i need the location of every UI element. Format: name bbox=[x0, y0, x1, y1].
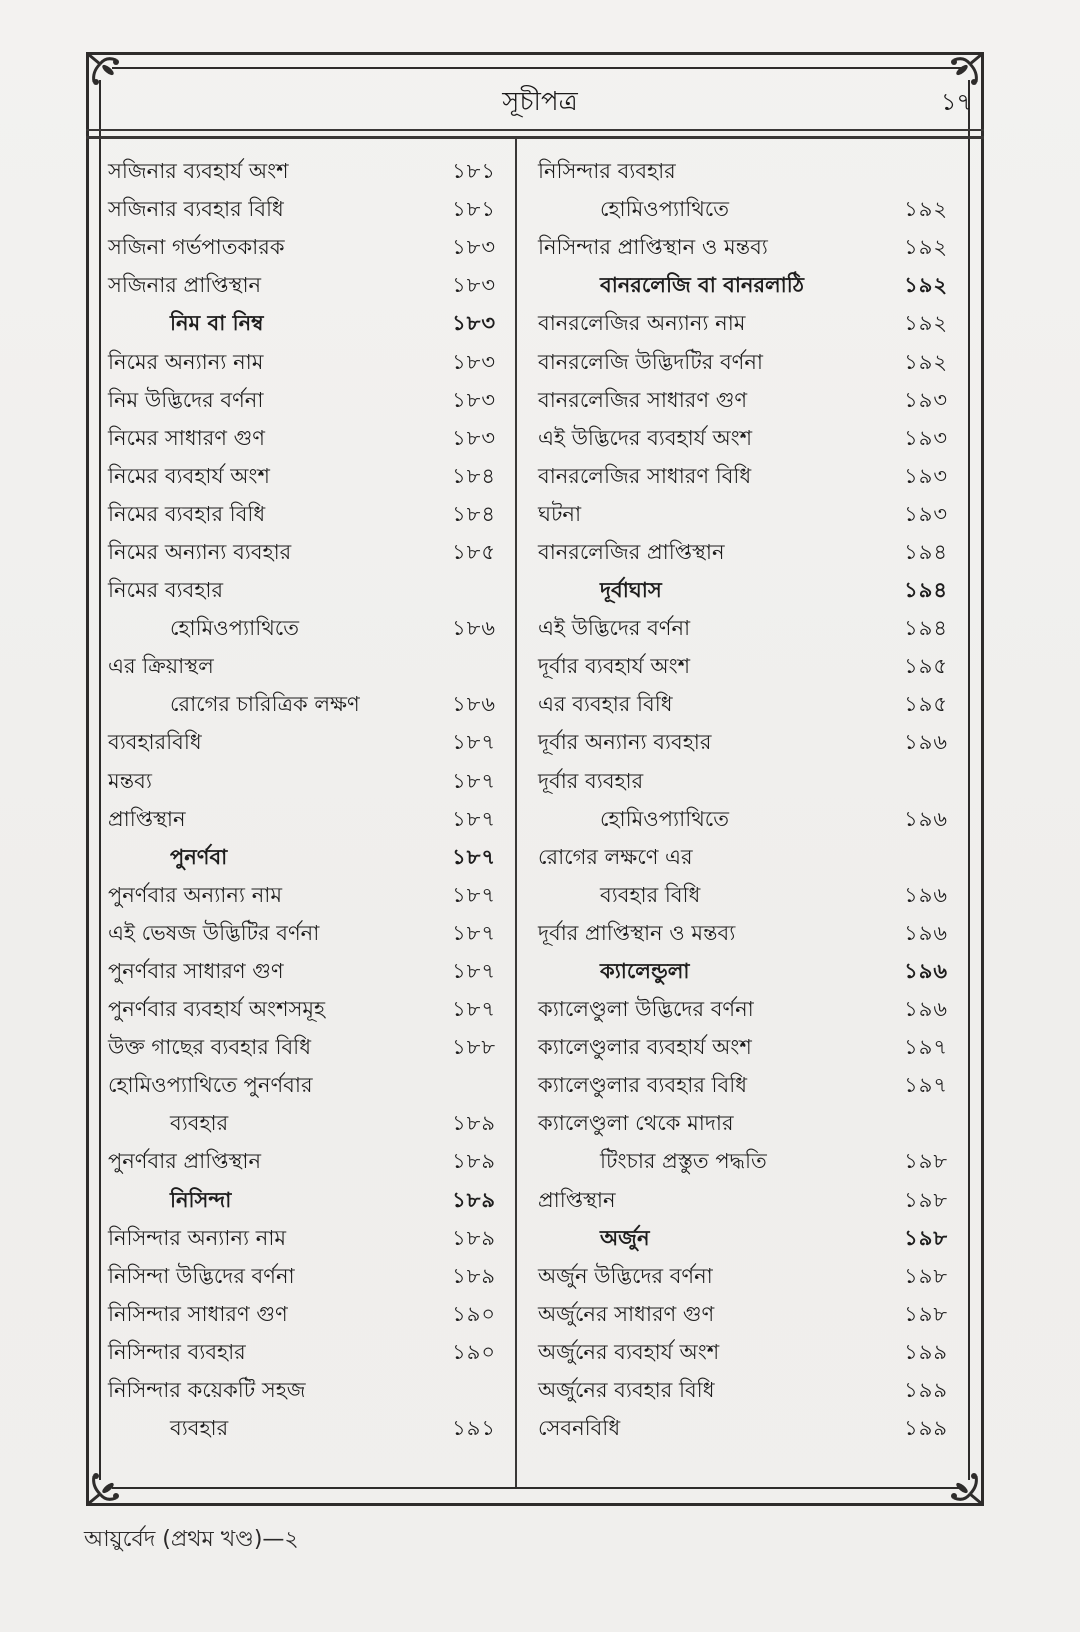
toc-section-heading bbox=[538, 266, 948, 304]
toc-entry bbox=[538, 190, 948, 228]
toc-entry bbox=[108, 190, 496, 228]
toc-entry bbox=[108, 914, 496, 952]
toc-entry bbox=[538, 1295, 948, 1333]
toc-entry bbox=[538, 533, 948, 571]
toc-entry bbox=[538, 685, 948, 723]
toc-entry-page-number: ১৯৬ bbox=[904, 882, 948, 907]
toc-entry-title: এই উদ্ভিদের বর্ণনা bbox=[538, 616, 691, 641]
toc-entry-page-number: ১৮৭ bbox=[452, 959, 496, 984]
toc-entry-page-number: ১৯৮ bbox=[904, 1225, 948, 1250]
toc-entry-title: ব্যবহার bbox=[170, 1111, 229, 1136]
toc-entry bbox=[108, 533, 496, 571]
toc-entry-page-number: ১৯৬ bbox=[904, 730, 948, 755]
toc-entry-page-number: ১৯৭ bbox=[904, 1073, 948, 1098]
toc-entry-title: উক্ত গাছের ব্যবহার বিধি bbox=[108, 1035, 311, 1060]
toc-entry bbox=[538, 381, 948, 419]
toc-entry-page-number: ১৯৯ bbox=[904, 1416, 948, 1441]
toc-entry-title: নিমের সাধারণ গুণ bbox=[108, 425, 265, 450]
toc-entry-page-number: ১৯৬ bbox=[904, 959, 948, 984]
toc-entry-page-number: ১৯৩ bbox=[904, 501, 948, 526]
toc-entry-title: রোগের লক্ষণে এর bbox=[538, 844, 693, 869]
toc-entry-page-number: ১৮৯ bbox=[452, 1187, 496, 1212]
toc-entry-title: ক্যালেণ্ডুলার ব্যবহার্য অংশ bbox=[538, 1035, 752, 1060]
toc-entry-page-number: ১৯৪ bbox=[904, 539, 948, 564]
toc-entry-title: অর্জুনের সাধারণ গুণ bbox=[538, 1301, 715, 1326]
page-title: সূচীপত্র bbox=[502, 87, 578, 117]
toc-entry-title: ঘটনা bbox=[538, 501, 582, 526]
column-divider bbox=[515, 136, 517, 1487]
toc-entry-title: রোগের চারিত্রিক লক্ষণ bbox=[170, 692, 360, 717]
toc-entry bbox=[538, 1257, 948, 1295]
toc-entry bbox=[108, 990, 496, 1028]
border-inner-right-rule bbox=[968, 80, 970, 1480]
toc-entry-page-number: ১৮৫ bbox=[452, 539, 496, 564]
toc-entry-title: অর্জুনের ব্যবহার বিধি bbox=[538, 1378, 715, 1403]
toc-entry-title: এর ব্যবহার বিধি bbox=[538, 692, 673, 717]
toc-entry-page-number: ১৯৪ bbox=[904, 616, 948, 641]
toc-entry-page-number: ১৯২ bbox=[904, 349, 948, 374]
corner-ornament-bottom-right-icon bbox=[944, 1466, 984, 1506]
toc-entry-page-number: ১৯৭ bbox=[904, 1035, 948, 1060]
toc-entry bbox=[538, 1066, 948, 1104]
toc-entry-title: নিমের অন্যান্য ব্যবহার bbox=[108, 539, 292, 564]
toc-entry bbox=[538, 152, 948, 190]
toc-entry bbox=[108, 152, 496, 190]
border-inner-bottom-rule bbox=[112, 1487, 964, 1489]
toc-entry-title: নিসিন্দা উদ্ভিদের বর্ণনা bbox=[108, 1263, 295, 1288]
toc-entry-page-number: ১৯৮ bbox=[904, 1187, 948, 1212]
toc-entry-page-number: ১৯৮ bbox=[904, 1301, 948, 1326]
toc-entry-title: সজিনার ব্যবহার্য অংশ bbox=[108, 159, 289, 184]
toc-entry-title: নিমের ব্যবহার bbox=[108, 578, 224, 603]
toc-entry-page-number: ১৯৮ bbox=[904, 1149, 948, 1174]
toc-entry-title: প্রাপ্তিস্থান bbox=[538, 1187, 616, 1212]
toc-entry-title: নিম বা নিম্ব bbox=[170, 311, 264, 336]
toc-entry-page-number: ১৮৪ bbox=[452, 463, 496, 488]
toc-entry-title: ব্যবহারবিধি bbox=[108, 730, 202, 755]
toc-entry-page-number: ১৯৩ bbox=[904, 463, 948, 488]
toc-entry bbox=[538, 838, 948, 876]
toc-entry-page-number: ১৮৩ bbox=[452, 425, 496, 450]
toc-entry-page-number: ১৮৯ bbox=[452, 1225, 496, 1250]
toc-entry-title: দূর্বার ব্যবহার bbox=[538, 768, 644, 793]
toc-entry-title: ক্যালেণ্ডুলার ব্যবহার বিধি bbox=[538, 1073, 748, 1098]
border-inner-top-rule bbox=[112, 67, 964, 69]
toc-entry-title: মন্তব্য bbox=[108, 768, 152, 793]
toc-entry-title: অর্জুন উদ্ভিদের বর্ণনা bbox=[538, 1263, 713, 1288]
toc-entry-title: নিমের ব্যবহার্য অংশ bbox=[108, 463, 270, 488]
toc-entry-title: এই ভেষজ উদ্ভিটির বর্ণনা bbox=[108, 920, 320, 945]
toc-entry-page-number: ১৮৩ bbox=[452, 235, 496, 260]
toc-entry bbox=[108, 1104, 496, 1142]
toc-entry-page-number: ১৮৭ bbox=[452, 997, 496, 1022]
toc-right-column bbox=[538, 152, 948, 1447]
toc-entry-title: এই উদ্ভিদের ব্যবহার্য অংশ bbox=[538, 425, 753, 450]
toc-entry-page-number: ১৯২ bbox=[904, 311, 948, 336]
page-number: ১৭ bbox=[940, 88, 972, 116]
header-divider bbox=[86, 129, 984, 131]
toc-entry bbox=[108, 647, 496, 685]
toc-entry bbox=[108, 1142, 496, 1180]
toc-entry bbox=[538, 1142, 948, 1180]
toc-entry-title: বানরলেজি বা বানরলাঠি bbox=[600, 273, 804, 298]
toc-entry-page-number: ১৮১ bbox=[452, 159, 496, 184]
toc-entry-title: নিসিন্দার কয়েকটি সহজ bbox=[108, 1378, 306, 1403]
toc-entry-title: সেবনবিধি bbox=[538, 1416, 621, 1441]
toc-entry bbox=[538, 609, 948, 647]
toc-entry-page-number: ১৮৭ bbox=[452, 844, 496, 869]
toc-entry bbox=[108, 762, 496, 800]
toc-entry-title: প্রাপ্তিস্থান bbox=[108, 806, 186, 831]
toc-section-heading bbox=[538, 1219, 948, 1257]
toc-entry bbox=[538, 762, 948, 800]
toc-entry-title: বানরলেজির অন্যান্য নাম bbox=[538, 311, 746, 336]
toc-entry-page-number: ১৯৫ bbox=[904, 654, 948, 679]
toc-entry-page-number: ১৯০ bbox=[452, 1301, 496, 1326]
toc-entry bbox=[538, 876, 948, 914]
toc-entry-title: নিসিন্দার ব্যবহার bbox=[538, 159, 676, 184]
toc-entry bbox=[108, 1333, 496, 1371]
header-divider-thick bbox=[86, 136, 984, 139]
toc-entry bbox=[538, 1333, 948, 1371]
toc-entry-title: নিমের অন্যান্য নাম bbox=[108, 349, 264, 374]
toc-entry-title: দূর্বার প্রাপ্তিস্থান ও মন্তব্য bbox=[538, 920, 736, 945]
toc-left-column bbox=[108, 152, 496, 1447]
toc-entry-page-number: ১৮৩ bbox=[452, 387, 496, 412]
toc-entry-title: বানরলেজি উদ্ভিদটির বর্ণনা bbox=[538, 349, 763, 374]
toc-entry bbox=[538, 800, 948, 838]
toc-entry-title: অর্জুন bbox=[600, 1225, 650, 1250]
toc-entry bbox=[108, 495, 496, 533]
toc-entry bbox=[108, 876, 496, 914]
toc-entry-title: দূর্বার অন্যান্য ব্যবহার bbox=[538, 730, 712, 755]
toc-entry-title: বানরলেজির সাধারণ বিধি bbox=[538, 463, 752, 488]
toc-entry bbox=[538, 1181, 948, 1219]
toc-entry bbox=[538, 495, 948, 533]
toc-entry bbox=[108, 1028, 496, 1066]
toc-entry-page-number: ১৮৯ bbox=[452, 1149, 496, 1174]
toc-entry-page-number: ১৯২ bbox=[904, 235, 948, 260]
toc-entry bbox=[108, 266, 496, 304]
toc-entry-title: দূর্বাঘাস bbox=[600, 578, 662, 603]
toc-entry-title: এর ক্রিয়াস্থল bbox=[108, 654, 214, 679]
toc-entry-title: নিসিন্দার প্রাপ্তিস্থান ও মন্তব্য bbox=[538, 235, 768, 260]
toc-entry bbox=[108, 723, 496, 761]
toc-entry-title: বানরলেজির প্রাপ্তিস্থান bbox=[538, 539, 725, 564]
toc-section-heading bbox=[108, 304, 496, 342]
toc-entry-title: নিসিন্দা bbox=[170, 1187, 232, 1212]
toc-entry-page-number: ১৮৭ bbox=[452, 806, 496, 831]
toc-entry bbox=[108, 419, 496, 457]
toc-entry-title: পুনর্ণবার অন্যান্য নাম bbox=[108, 882, 282, 907]
toc-entry bbox=[538, 304, 948, 342]
toc-entry-title: সজিনা গর্ভপাতকারক bbox=[108, 235, 285, 260]
book-signature-footer: আয়ুর্বেদ (প্রথম খণ্ড)—২ bbox=[84, 1527, 299, 1552]
toc-entry-title: নিসিন্দার অন্যান্য নাম bbox=[108, 1225, 287, 1250]
toc-entry bbox=[538, 1028, 948, 1066]
toc-entry-page-number: ১৯৮ bbox=[904, 1263, 948, 1288]
toc-entry-title: পুনর্ণবার প্রাপ্তিস্থান bbox=[108, 1149, 262, 1174]
toc-entry bbox=[108, 1257, 496, 1295]
toc-entry-page-number: ১৮১ bbox=[452, 197, 496, 222]
toc-entry-page-number: ১৮৯ bbox=[452, 1111, 496, 1136]
toc-entry-title: বানরলেজির সাধারণ গুণ bbox=[538, 387, 748, 412]
toc-entry bbox=[538, 419, 948, 457]
toc-entry-title: ব্যবহার বিধি bbox=[600, 882, 701, 907]
toc-entry-page-number: ১৯৫ bbox=[904, 692, 948, 717]
toc-entry-page-number: ১৮৬ bbox=[452, 692, 496, 717]
toc-entry bbox=[108, 381, 496, 419]
toc-entry-title: ক্যালেন্ডুলা bbox=[600, 959, 690, 984]
toc-entry-page-number: ১৯৩ bbox=[904, 425, 948, 450]
toc-entry-page-number: ১৯৬ bbox=[904, 920, 948, 945]
toc-entry-title: নিসিন্দার সাধারণ গুণ bbox=[108, 1301, 288, 1326]
toc-entry bbox=[108, 800, 496, 838]
toc-entry-title: দূর্বার ব্যবহার্য অংশ bbox=[538, 654, 691, 679]
toc-entry bbox=[538, 1409, 948, 1447]
toc-entry-page-number: ১৮৭ bbox=[452, 768, 496, 793]
toc-entry-page-number: ১৮৮ bbox=[452, 1035, 496, 1060]
toc-entry bbox=[538, 228, 948, 266]
toc-entry bbox=[538, 914, 948, 952]
toc-entry-title: নিসিন্দার ব্যবহার bbox=[108, 1339, 246, 1364]
toc-entry-title: নিমের ব্যবহার বিধি bbox=[108, 501, 266, 526]
toc-section-heading bbox=[108, 838, 496, 876]
toc-entry bbox=[108, 1066, 496, 1104]
toc-entry-title: ক্যালেণ্ডুলা উদ্ভিদের বর্ণনা bbox=[538, 997, 754, 1022]
toc-entry-title: সজিনার প্রাপ্তিস্থান bbox=[108, 273, 262, 298]
toc-section-heading bbox=[538, 571, 948, 609]
toc-entry-page-number: ১৯৯ bbox=[904, 1339, 948, 1364]
toc-section-heading bbox=[108, 1181, 496, 1219]
toc-entry bbox=[108, 1295, 496, 1333]
toc-entry-page-number: ১৯০ bbox=[452, 1339, 496, 1364]
toc-entry-title: হোমিওপ্যাথিতে bbox=[600, 806, 730, 831]
toc-entry-page-number: ১৮৩ bbox=[452, 311, 496, 336]
toc-entry-page-number: ১৯৬ bbox=[904, 997, 948, 1022]
toc-entry bbox=[538, 1104, 948, 1142]
toc-entry-title: ক্যালেণ্ডুলা থেকে মাদার bbox=[538, 1111, 734, 1136]
toc-entry-title: হোমিওপ্যাথিতে bbox=[600, 197, 730, 222]
toc-entry bbox=[108, 685, 496, 723]
toc-entry-title: সজিনার ব্যবহার বিধি bbox=[108, 197, 284, 222]
toc-entry-page-number: ১৮৪ bbox=[452, 501, 496, 526]
toc-entry-title: ব্যবহার bbox=[170, 1416, 229, 1441]
toc-entry-page-number: ১৮৩ bbox=[452, 273, 496, 298]
toc-entry bbox=[108, 1219, 496, 1257]
toc-entry-page-number: ১৯৬ bbox=[904, 806, 948, 831]
toc-entry-page-number: ১৮৯ bbox=[452, 1263, 496, 1288]
toc-entry-page-number: ১৮৭ bbox=[452, 730, 496, 755]
toc-entry bbox=[108, 1371, 496, 1409]
toc-entry-title: নিম উদ্ভিদের বর্ণনা bbox=[108, 387, 264, 412]
toc-entry bbox=[538, 990, 948, 1028]
toc-entry bbox=[108, 457, 496, 495]
toc-entry-title: পুনর্ণবার সাধারণ গুণ bbox=[108, 959, 284, 984]
toc-entry-title: পুনর্ণবা bbox=[170, 844, 228, 869]
toc-entry bbox=[108, 1409, 496, 1447]
toc-entry bbox=[108, 342, 496, 380]
toc-entry-title: হোমিওপ্যাথিতে bbox=[170, 616, 300, 641]
toc-entry-title: পুনর্ণবার ব্যবহার্য অংশসমূহ bbox=[108, 997, 326, 1022]
toc-entry-title: হোমিওপ্যাথিতে পুনর্ণবার bbox=[108, 1073, 313, 1098]
toc-entry bbox=[108, 571, 496, 609]
toc-entry bbox=[538, 457, 948, 495]
toc-entry-page-number: ১৯১ bbox=[452, 1416, 496, 1441]
toc-entry-page-number: ১৮৩ bbox=[452, 349, 496, 374]
toc-entry-page-number: ১৯২ bbox=[904, 273, 948, 298]
toc-entry-title: অর্জুনের ব্যবহার্য অংশ bbox=[538, 1339, 720, 1364]
toc-entry bbox=[538, 1371, 948, 1409]
toc-entry-page-number: ১৮৬ bbox=[452, 616, 496, 641]
border-inner-left-rule bbox=[99, 80, 101, 1480]
toc-entry bbox=[108, 609, 496, 647]
toc-entry-title: টিংচার প্রস্তুত পদ্ধতি bbox=[600, 1149, 767, 1174]
toc-entry bbox=[108, 228, 496, 266]
toc-entry-page-number: ১৯৩ bbox=[904, 387, 948, 412]
toc-entry-page-number: ১৮৭ bbox=[452, 920, 496, 945]
toc-entry-page-number: ১৯৪ bbox=[904, 578, 948, 603]
toc-entry bbox=[538, 647, 948, 685]
toc-entry-page-number: ১৮৭ bbox=[452, 882, 496, 907]
toc-entry bbox=[108, 952, 496, 990]
toc-entry-page-number: ১৯৯ bbox=[904, 1378, 948, 1403]
toc-entry bbox=[538, 723, 948, 761]
toc-entry-page-number: ১৯২ bbox=[904, 197, 948, 222]
corner-ornament-bottom-left-icon bbox=[86, 1466, 126, 1506]
toc-entry bbox=[538, 342, 948, 380]
toc-section-heading bbox=[538, 952, 948, 990]
